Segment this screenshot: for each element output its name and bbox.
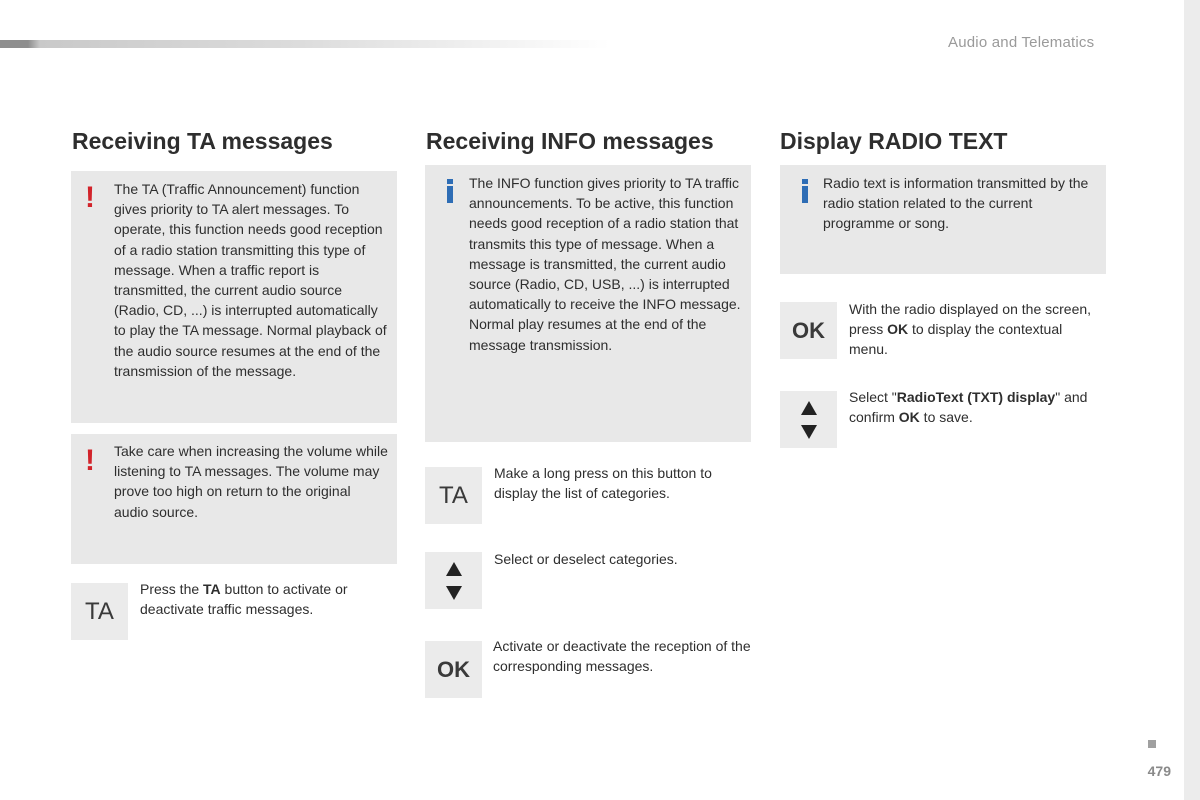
page-edge-strip xyxy=(1184,0,1200,800)
ok-button-key: OK xyxy=(425,641,482,698)
radiotext-step2-post: to save. xyxy=(919,409,973,426)
radiotext-step1-text xyxy=(849,299,1099,360)
arrow-up-icon xyxy=(801,401,817,415)
ta-step-post: button to activate or deactivate traffic messages. xyxy=(140,581,348,618)
info-panel-radiotext xyxy=(780,165,1106,274)
radiotext-step1-pre: With the radio displayed on the screen, press xyxy=(849,301,1092,338)
info-step3-text: Activate or deactivate the reception of the corresponding messages. xyxy=(493,638,751,675)
info-step2-text: Select or deselect categories. xyxy=(494,551,678,567)
radiotext-step1-bold: OK xyxy=(887,321,909,338)
alert-panel-ta xyxy=(71,171,397,423)
arrow-keys xyxy=(780,391,837,448)
ok-button-key: OK xyxy=(780,302,837,359)
info-text-radiotext: Radio text is information transmitted by the radio station related to the current programme or song. xyxy=(823,175,1089,232)
radiotext-step1-post: to display the contextual menu. xyxy=(849,321,1063,358)
alert-text-ta: The TA (Traffic Announcement) function gives priority to TA alert messages. To operate, this function needs good reception of a radio station transmitting this type of message. When a traffic report is transmitted, the current audio source (Radio, CD, ...) is interrupted automatically to play the TA message. Normal playback of the audio source resumes at the end of the transmission of the message. xyxy=(114,181,387,379)
section-title-radiotext: Display RADIO TEXT xyxy=(780,128,1008,154)
radiotext-step2-mid: " and confirm xyxy=(849,389,1088,426)
exclamation-icon: ! xyxy=(85,181,95,214)
info-icon xyxy=(447,179,453,203)
info-step1-text: Make a long press on this button to display the list of categories. xyxy=(494,465,712,502)
ta-long-press-key: TA xyxy=(425,467,482,524)
radiotext-step2-text xyxy=(849,387,1099,427)
page-header-title: Audio and Telematics xyxy=(948,34,1095,51)
ta-step-bold: TA xyxy=(203,581,221,597)
arrow-keys xyxy=(425,552,482,609)
ta-step-pre: Press the xyxy=(140,581,204,597)
radiotext-step2-bold1: RadioText (TXT) display xyxy=(896,389,1056,405)
info-icon xyxy=(802,179,808,203)
info-text-info: The INFO function gives priority to TA traffic announcements. To be active, this function needs good reception of a radio station that transmits this type of message. When a message is transmitted, the current audio source (Radio, CD, USB, ...) is interrupted automatically to receive the INFO message. Normal play resumes at the end of the message transmission. xyxy=(469,175,741,353)
page-number: 479 xyxy=(1147,763,1171,779)
section-title-info: Receiving INFO messages xyxy=(426,128,714,154)
alert-panel-volume xyxy=(71,434,397,564)
section-title-ta: Receiving TA messages xyxy=(72,128,333,154)
header-gradient-bar xyxy=(0,40,610,48)
page-marker-square xyxy=(1148,740,1156,748)
radiotext-step2-pre: Select " xyxy=(849,389,897,405)
alert-text-volume: Take care when increasing the volume while listening to TA messages. The volume may prove too high on return to the original audio source. xyxy=(114,443,388,520)
arrow-down-icon xyxy=(446,586,462,600)
arrow-down-icon xyxy=(801,425,817,439)
ta-button-key: TA xyxy=(71,583,128,640)
arrow-up-icon xyxy=(446,562,462,576)
ta-step-text xyxy=(140,579,390,619)
exclamation-icon: ! xyxy=(85,444,95,477)
info-panel-info xyxy=(425,165,751,442)
radiotext-step2-bold2: OK xyxy=(898,409,920,426)
